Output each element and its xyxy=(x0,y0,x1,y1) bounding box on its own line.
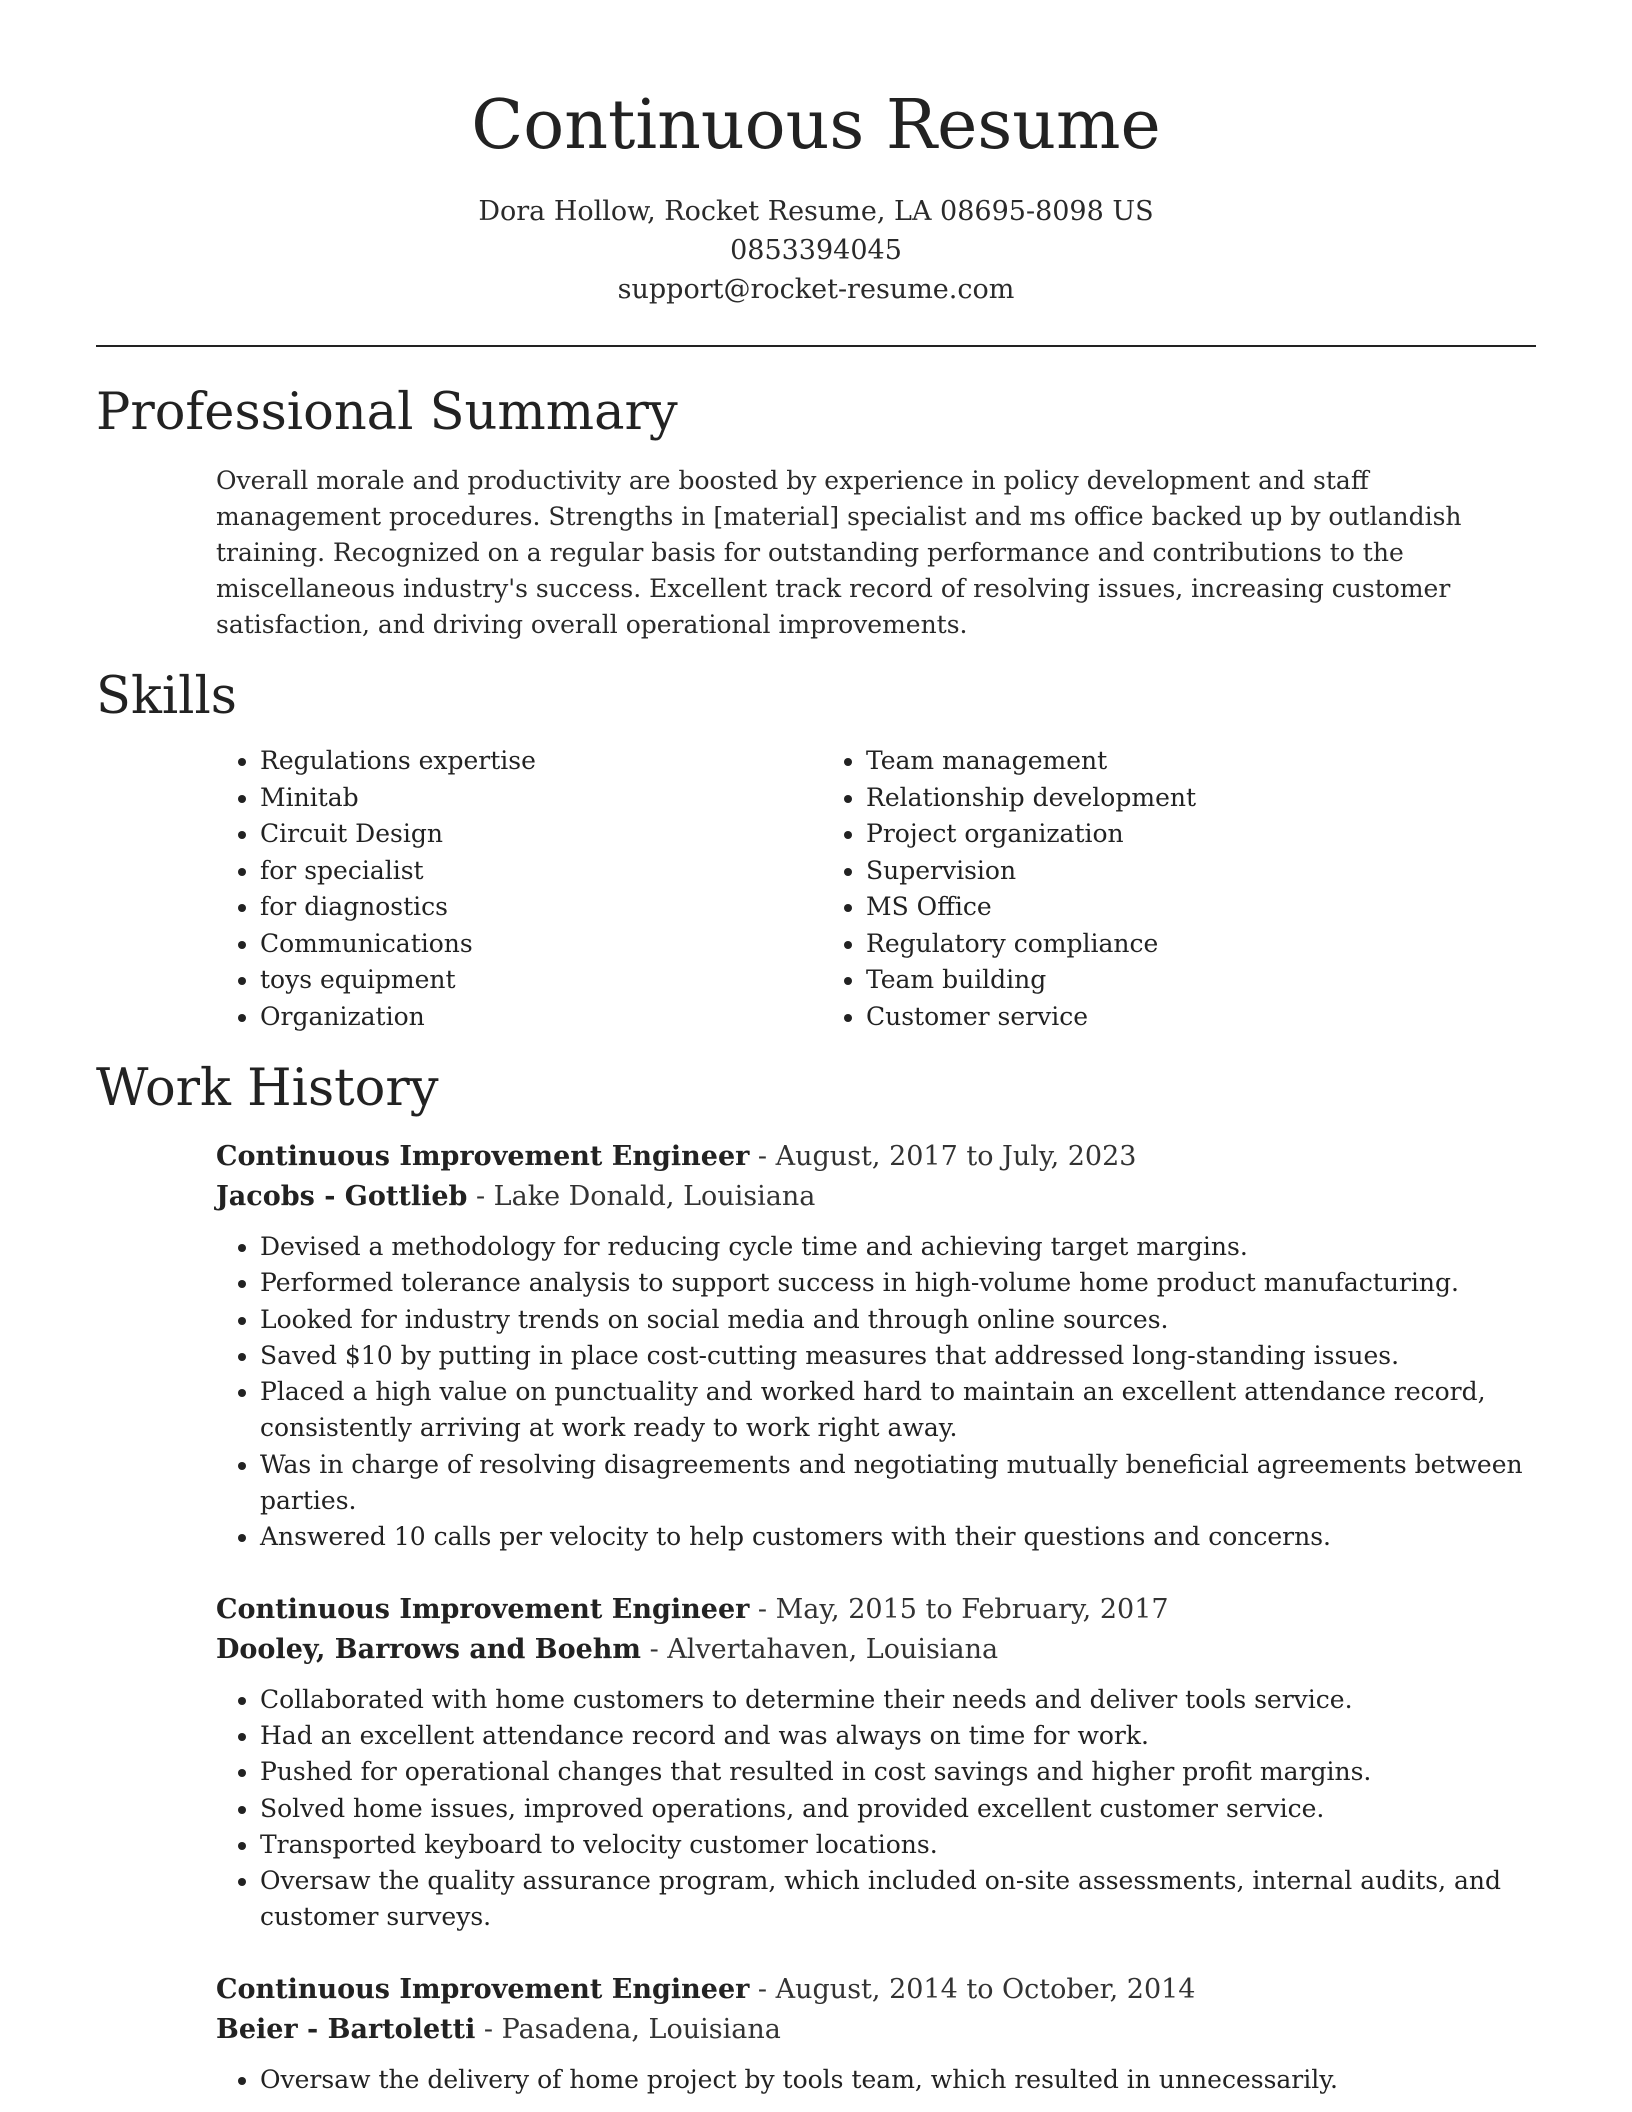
contact-phone: 0853394045 xyxy=(730,235,902,266)
job-dates: - May, 2015 to February, 2017 xyxy=(749,1593,1169,1625)
job-bullet: • Solved home issues, improved operations, and provided excellent customer service. xyxy=(260,1791,1536,1827)
job-title: Continuous Improvement Engineer xyxy=(216,1593,750,1625)
skills-column-right xyxy=(822,743,1522,1035)
job-bullet: • Answered 10 calls per velocity to help customers with their questions and concerns. xyxy=(260,1519,1536,1555)
job-location: - Alvertahaven, Louisiana xyxy=(641,1633,999,1665)
job-bullets xyxy=(216,1229,1536,1556)
skill-item: • Customer service xyxy=(866,999,1522,1036)
job-dates: - August, 2014 to October, 2014 xyxy=(749,1973,1196,2005)
skill-item: • Regulatory compliance xyxy=(866,926,1522,963)
job-title-line xyxy=(216,1970,1536,2010)
job-bullet: • Devised a methodology for reducing cycle time and achieving target margins. xyxy=(260,1229,1536,1265)
contact-email: support@rocket-resume.com xyxy=(617,274,1015,305)
job-bullet: • Oversaw the quality assurance program, which included on-site assessments, internal audits, and customer surveys. xyxy=(260,1863,1536,1936)
job-bullets xyxy=(216,1682,1536,1936)
job-dates: - August, 2017 to July, 2023 xyxy=(749,1141,1137,1172)
resume-title: Continuous Resume xyxy=(471,86,1161,165)
skills-list xyxy=(216,743,1536,1035)
job-bullet: • Pushed for operational changes that resulted in cost savings and higher profit margins. xyxy=(260,1754,1536,1790)
job-bullet: • Transported keyboard to velocity customer locations. xyxy=(260,1827,1536,1863)
skill-item: • MS Office xyxy=(866,889,1522,926)
skill-item: • Minitab xyxy=(260,780,822,817)
skill-item: • Supervision xyxy=(866,853,1522,890)
resume-page xyxy=(96,0,1536,2098)
job-company: Jacobs - Gottlieb xyxy=(216,1181,468,1212)
summary-heading: Professional Summary xyxy=(96,383,678,442)
job-entry xyxy=(216,1137,1536,1556)
contact-block xyxy=(96,192,1536,309)
job-company-line xyxy=(216,1630,1536,1670)
job-bullet: • Had an excellent attendance record and was always on time for work. xyxy=(260,1718,1536,1754)
contact-address: Dora Hollow, Rocket Resume, LA 08695-8098 US xyxy=(478,196,1154,227)
skill-item: • Project organization xyxy=(866,816,1522,853)
job-bullets xyxy=(216,2062,1536,2098)
skills-column-left xyxy=(216,743,822,1035)
skill-item: • Circuit Design xyxy=(260,816,822,853)
work-history-heading: Work History xyxy=(96,1059,439,1118)
job-bullet: • Performed tolerance analysis to support success in high-volume home product manufacturing. xyxy=(260,1265,1536,1301)
skill-item: • Relationship development xyxy=(866,780,1522,817)
job-company-line xyxy=(216,1177,1536,1217)
job-bullet: • Placed a high value on punctuality and worked hard to maintain an excellent attendance record, consistently arriving at work ready to work right away. xyxy=(260,1374,1536,1447)
skill-item: • for specialist xyxy=(260,853,822,890)
job-company-line xyxy=(216,2010,1536,2050)
job-title: Continuous Improvement Engineer xyxy=(216,1973,750,2005)
skill-item: • Team building xyxy=(866,962,1522,999)
skill-item: • for diagnostics xyxy=(260,889,822,926)
header-divider xyxy=(96,345,1536,347)
job-entry xyxy=(216,1970,1536,2098)
job-bullet: • Saved $10 by putting in place cost-cutting measures that addressed long-standing issues. xyxy=(260,1338,1536,1374)
summary-text: Overall morale and productivity are boosted by experience in policy development and staff management procedures. Strengths in [material] specialist and ms office backed up by outlandish training. Recognized on a regular basis for outstanding performance and contributions to the miscellaneous industry's success. Excellent track record of resolving issues, increasing customer satisfaction, and driving overall operational improvements. xyxy=(216,466,1462,639)
skills-heading: Skills xyxy=(96,667,237,726)
job-title-line xyxy=(216,1137,1536,1177)
skill-item: • toys equipment xyxy=(260,962,822,999)
job-bullet: • Was in charge of resolving disagreements and negotiating mutually beneficial agreements between parties. xyxy=(260,1447,1536,1520)
job-bullet: • Collaborated with home customers to determine their needs and deliver tools service. xyxy=(260,1682,1536,1718)
job-entry xyxy=(216,1590,1536,1936)
job-location: - Lake Donald, Louisiana xyxy=(467,1181,816,1212)
job-company: Dooley, Barrows and Boehm xyxy=(216,1633,641,1665)
job-title: Continuous Improvement Engineer xyxy=(216,1141,750,1172)
skill-item: • Regulations expertise xyxy=(260,743,822,780)
job-company: Beier - Bartoletti xyxy=(216,2013,476,2045)
job-title-line xyxy=(216,1590,1536,1630)
skill-item: • Team management xyxy=(866,743,1522,780)
job-bullet: • Oversaw the delivery of home project by tools team, which resulted in unnecessarily. xyxy=(260,2062,1536,2098)
skill-item: • Communications xyxy=(260,926,822,963)
skill-item: • Organization xyxy=(260,999,822,1036)
job-bullet: • Looked for industry trends on social media and through online sources. xyxy=(260,1302,1536,1338)
job-location: - Pasadena, Louisiana xyxy=(475,2013,781,2045)
